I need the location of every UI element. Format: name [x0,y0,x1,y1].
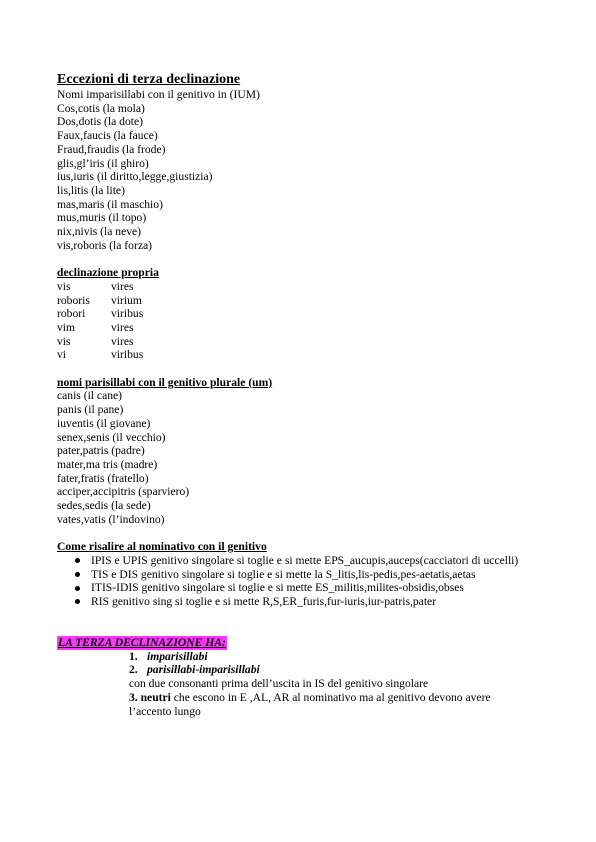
list-item: canis (il cane) [57,389,123,403]
spacer [57,362,577,376]
nominativo-section [57,540,577,609]
singular-cell: vis [57,279,71,293]
list-item: glis,gl’iris (il ghiro) [57,156,149,170]
imparisillabi-section [57,88,577,252]
list-item: Fraud,fraudis (la frode) [57,142,166,156]
item-number: 1. [129,649,138,663]
list-item: fater,fratis (fratello) [57,471,149,485]
list-item: mas,maris (il maschio) [57,197,163,211]
numbered-item [129,691,577,705]
bullet-text: TIS e DIS genitivo singolare si toglie e si mette la S_litis,lis-pedis,pes-aetatis,aetas [91,567,476,581]
bullet-text: ITIS-IDIS genitivo singolare si toglie e si mette ES_militis,milites-obsidis,obses [91,581,464,595]
item-label: 3. neutri [129,690,171,704]
bullet-item [57,568,577,582]
list-item: nix,nivis (la neve) [57,225,142,239]
declinazione-propria-section [57,266,577,362]
spacer [57,252,577,266]
spacer [57,526,577,540]
bullet-icon [75,572,80,577]
item-text: che escono in E ,AL, AR al nominativo ma al genitivo devono avere [170,690,491,704]
table-row [57,321,577,335]
item-text: imparisillabi [147,649,208,663]
list-item: Faux,faucis (la fauce) [57,129,158,143]
numbered-item [129,663,577,677]
plural-cell: viribus [111,307,144,321]
section-heading: nomi parisillabi con il genitivo plurale (um) [57,375,273,389]
singular-cell: vim [57,320,76,334]
spacer [57,609,577,623]
list-item: vis,roboris (la forza) [57,238,152,252]
terza-declinazione-section [57,636,577,718]
plural-cell: vires [111,320,134,334]
document-title: Eccezioni di terza declinazione [57,72,241,87]
parisillabi-section [57,376,577,527]
section-intro: Nomi imparisillabi con il genitivo in (IUM) [57,88,260,101]
spacer [57,622,577,636]
bullet-icon [75,558,80,563]
plural-cell: virium [111,293,142,307]
list-item: iuventis (il giovane) [57,416,151,430]
list-item: lis,litis (la lite) [57,183,125,197]
singular-cell: vi [57,348,67,362]
bullet-text: RIS genitivo sing si toglie e si mette R,S,ER_furis,fur-iuris,iur-patris,pater [91,594,437,608]
bullet-icon [75,599,80,604]
plural-cell: viribus [111,348,144,362]
bullet-list [57,554,577,609]
list-item: acciper,accipitris (sparviero) [57,485,190,499]
list-item: ius,iuris (il diritto,legge,giustizia) [57,170,213,184]
highlighted-heading: LA TERZA DECLINAZIONE HA: [58,636,226,650]
list-item: senex,senis (il vecchio) [57,430,166,444]
bullet-item [57,554,577,568]
list-item: Cos,cotis (la mola) [57,101,145,115]
document-page [57,72,577,718]
bullet-item [57,581,577,595]
singular-cell: robori [57,307,86,321]
singular-cell: roboris [57,293,90,307]
item-text-continued: l’accento lungo [129,704,201,718]
list-item: Dos,dotis (la dote) [57,115,143,129]
table-row [57,307,577,321]
section-heading: Come risalire al nominativo con il genitivo [57,540,267,554]
table-row [57,335,577,349]
singular-cell: vis [57,334,71,348]
list-item: mater,ma tris (madre) [57,457,158,471]
section-heading: declinazione propria [57,266,159,280]
table-row [57,348,577,362]
list-item: mus,muris (il topo) [57,211,147,225]
list-item: sedes,sedis (la sede) [57,499,151,513]
numbered-item [129,650,577,664]
list-item: vates,vatis (l’indovino) [57,512,165,526]
numbered-list [129,650,577,719]
table-row [57,294,577,308]
item-note: con due consonanti prima dell’uscita in IS del genitivo singolare [129,677,429,691]
item-number: 2. [129,663,138,677]
list-item: pater,patris (padre) [57,444,145,458]
bullet-item [57,595,577,609]
plural-cell: vires [111,279,134,293]
table-row [57,280,577,294]
plural-cell: vires [111,334,134,348]
bullet-text: IPIS e UPIS genitivo singolare si toglie e si mette EPS_aucupis,auceps(cacciatori di uccelli) [91,553,519,567]
bullet-icon [75,586,80,591]
item-text: parisillabi-imparisillabi [147,663,260,677]
list-item: panis (il pane) [57,403,124,417]
